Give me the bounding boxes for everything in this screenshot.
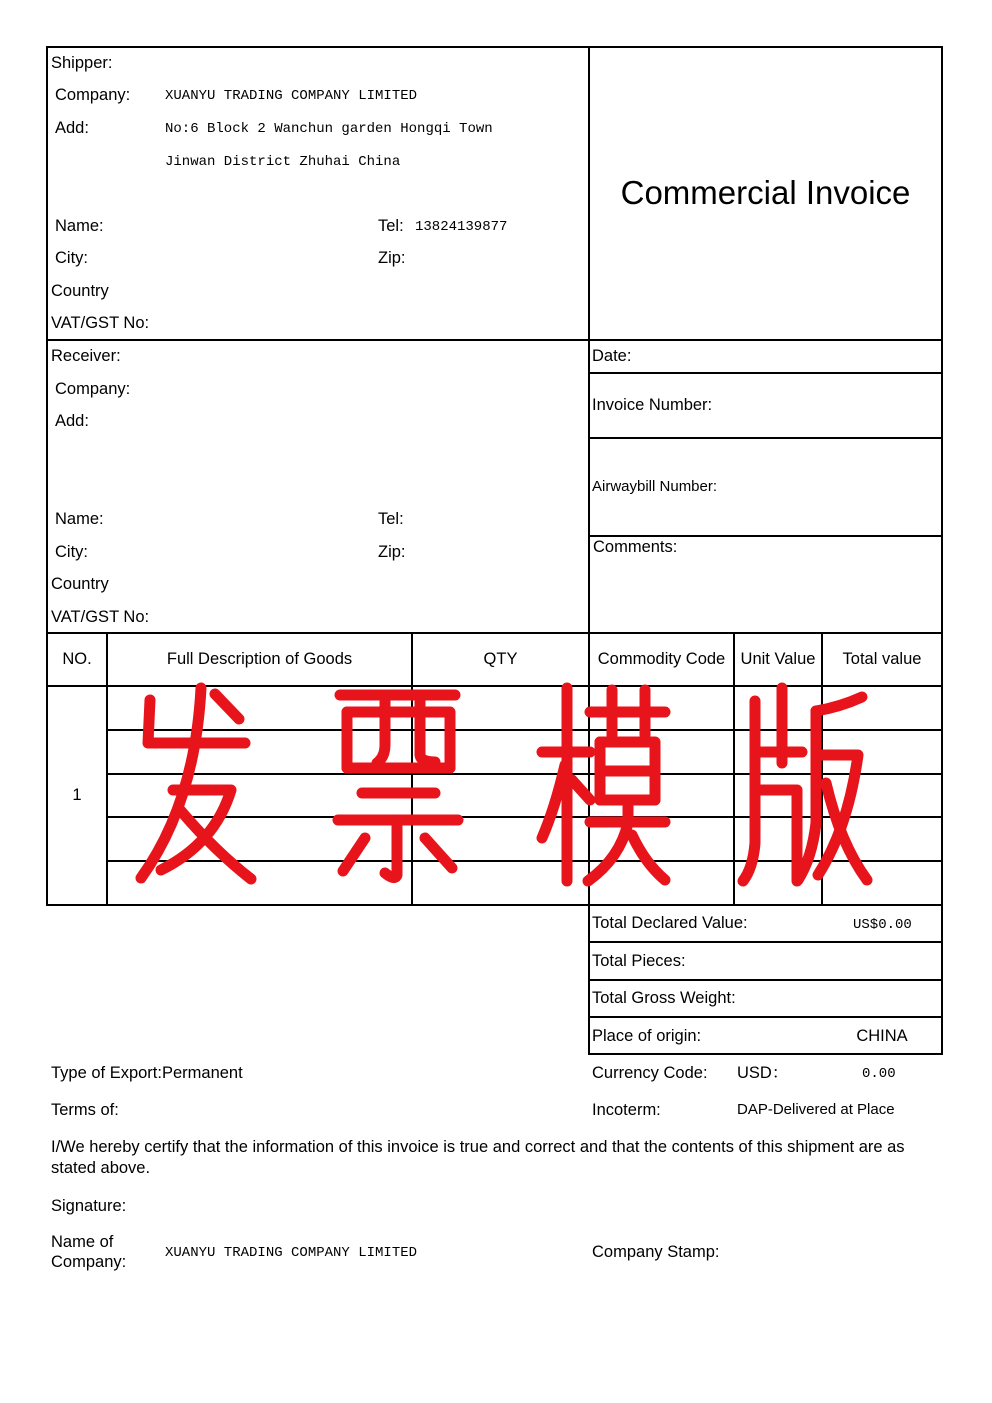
- goods-cell-unit-value: [733, 729, 823, 775]
- goods-cell-commodity-code: [588, 773, 735, 818]
- receiver-tel-label: Tel:: [378, 510, 404, 528]
- shipper-company-label: Company:: [55, 86, 131, 104]
- signature-label: Signature:: [51, 1197, 127, 1215]
- item-number-cell: [46, 685, 108, 906]
- goods-cell-commodity-code: [588, 729, 735, 775]
- company-name-value: XUANYU TRADING COMPANY LIMITED: [165, 1245, 418, 1261]
- shipper-tel-label: Tel:: [378, 217, 404, 235]
- currency-code-label: Currency Code:: [592, 1064, 708, 1082]
- header-cell-commodity-code: [588, 632, 735, 687]
- header-cell-qty: [411, 632, 590, 687]
- currency-code-value: USD：: [737, 1064, 789, 1082]
- currency-amount: 0.00: [862, 1066, 896, 1082]
- receiver-country-label: Country: [51, 575, 109, 593]
- date-label: Date:: [592, 347, 632, 365]
- goods-cell-commodity-code: [588, 860, 735, 906]
- goods-cell-total-value: [821, 729, 943, 775]
- goods-cell-unit-value: [733, 816, 823, 862]
- airwaybill-label: Airwaybill Number:: [592, 478, 718, 495]
- incoterm-label: Incoterm:: [592, 1101, 661, 1119]
- header-cell-no: [46, 632, 108, 687]
- date-box: [588, 339, 943, 374]
- header-label-commodity-code: Commodity Code: [597, 650, 726, 668]
- header-label-unit-value: Unit Value: [740, 650, 816, 668]
- shipper-heading: Shipper:: [51, 54, 113, 72]
- company-stamp-label: Company Stamp:: [592, 1243, 720, 1261]
- header-label-description: Full Description of Goods: [166, 650, 353, 668]
- invoice-number-label: Invoice Number:: [592, 396, 713, 414]
- company-name-label: Name of Company:: [51, 1233, 127, 1271]
- goods-cell-total-value: [821, 773, 943, 818]
- declared-value-label: Total Declared Value:: [592, 914, 748, 932]
- receiver-vat-label: VAT/GST No:: [51, 608, 150, 626]
- goods-cell-unit-value: [733, 685, 823, 731]
- goods-cell-qty: [411, 729, 590, 775]
- shipper-address-line2: Jinwan District Zhuhai China: [165, 154, 401, 170]
- origin-label: Place of origin:: [592, 1027, 702, 1045]
- comments-label: Comments:: [593, 538, 678, 556]
- goods-cell-commodity-code: [588, 685, 735, 731]
- total-pieces-label: Total Pieces:: [592, 952, 686, 970]
- goods-cell-qty: [411, 685, 590, 731]
- goods-cell-description: [106, 860, 413, 906]
- goods-cell-total-value: [821, 685, 943, 731]
- header-cell-description: [106, 632, 413, 687]
- goods-cell-total-value: [821, 816, 943, 862]
- item-number: 1: [72, 786, 82, 804]
- page-title: Commercial Invoice: [620, 174, 911, 211]
- declared-value: US$0.00: [853, 917, 912, 933]
- goods-cell-qty: [411, 860, 590, 906]
- goods-cell-description: [106, 685, 413, 731]
- goods-cell-description: [106, 773, 413, 818]
- terms-label: Terms of:: [51, 1101, 119, 1119]
- gross-weight-label: Total Gross Weight:: [592, 989, 736, 1007]
- shipper-country-label: Country: [51, 282, 109, 300]
- origin-value: CHINA: [856, 1027, 908, 1045]
- receiver-company-label: Company:: [55, 380, 131, 398]
- goods-cell-total-value: [821, 860, 943, 906]
- shipper-zip-label: Zip:: [378, 249, 406, 267]
- header-label-total-value: Total value: [842, 650, 922, 668]
- header-cell-total-value: [821, 632, 943, 687]
- certification-text: I/We hereby certify that the information of this invoice is true and correct and that the contents of this shipment are as stated above.: [51, 1138, 905, 1177]
- shipper-address-line1: No:6 Block 2 Wanchun garden Hongqi Town: [165, 121, 493, 137]
- goods-cell-qty: [411, 816, 590, 862]
- receiver-zip-label: Zip:: [378, 543, 406, 561]
- shipper-tel-value: 13824139877: [415, 219, 508, 235]
- receiver-name-label: Name:: [55, 510, 104, 528]
- shipper-name-label: Name:: [55, 217, 104, 235]
- goods-cell-commodity-code: [588, 816, 735, 862]
- goods-cell-unit-value: [733, 860, 823, 906]
- receiver-heading: Receiver:: [51, 347, 121, 365]
- shipper-city-label: City:: [55, 249, 88, 267]
- header-cell-unit-value: [733, 632, 823, 687]
- header-label-qty: QTY: [483, 650, 518, 668]
- receiver-address-label: Add:: [55, 412, 89, 430]
- shipper-company-value: XUANYU TRADING COMPANY LIMITED: [165, 88, 418, 104]
- receiver-city-label: City:: [55, 543, 88, 561]
- header-label-no: NO.: [62, 650, 92, 668]
- shipper-address-label: Add:: [55, 119, 89, 137]
- goods-cell-unit-value: [733, 773, 823, 818]
- goods-cell-description: [106, 729, 413, 775]
- goods-cell-qty: [411, 773, 590, 818]
- incoterm-value: DAP-Delivered at Place: [737, 1101, 895, 1118]
- goods-cell-description: [106, 816, 413, 862]
- shipper-vat-label: VAT/GST No:: [51, 314, 150, 332]
- export-type: Type of Export:Permanent: [51, 1064, 243, 1082]
